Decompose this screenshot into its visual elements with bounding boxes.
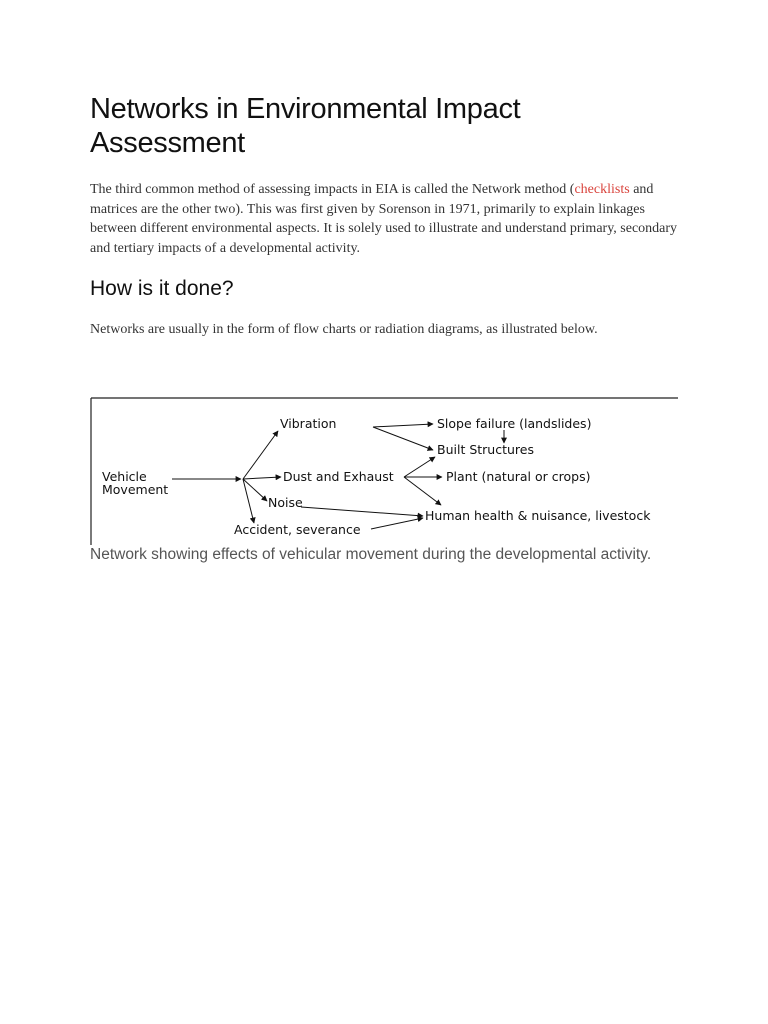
node-built-structures: Built Structures (437, 442, 534, 457)
section-paragraph: Networks are usually in the form of flow charts or radiation diagrams, as illustrated below. (90, 322, 598, 337)
node-dust-exhaust: Dust and Exhaust (283, 469, 394, 484)
checklists-link[interactable]: checklists (574, 182, 630, 197)
arrow-dust-to-human (404, 477, 441, 505)
node-vehicle-line-2: Movement (102, 482, 169, 497)
node-noise: Noise (268, 495, 303, 510)
section-heading: How is it done? (90, 277, 234, 300)
intro-text-end: and matrices are the other two). This was first given by Sorenson in 1971, primarily to explain linkages between different environmental aspects. It is solely used to illustrate and understand primary, secondary and tertiary impacts of a developmental activity. (90, 182, 678, 256)
node-vibration: Vibration (280, 416, 337, 431)
arrow-to-built-structures (373, 427, 433, 450)
arrow-to-accident (243, 479, 254, 523)
node-slope-failure: Slope failure (landslides) (437, 416, 592, 431)
node-human-health: Human health & nuisance, livestock (425, 508, 651, 523)
arrow-to-noise (243, 479, 267, 501)
figure-caption: Network showing effects of vehicular movement during the developmental activity. (90, 546, 652, 563)
intro-text-start: The third common method of assessing impacts in EIA is called the Network method ( (90, 182, 575, 197)
arrow-dust-to-structures (404, 457, 435, 477)
arrow-accident-to-human (371, 518, 423, 529)
node-vehicle-line-1: Vehicle (102, 469, 147, 484)
article (90, 92, 680, 340)
arrow-to-vibration (243, 431, 278, 479)
intro-paragraph (90, 180, 680, 258)
arrow-to-dust (243, 477, 281, 479)
node-accident: Accident, severance (234, 522, 361, 537)
page-title: Networks in Environmental Impact Assessment (90, 93, 521, 159)
arrow-to-slope-failure (373, 424, 433, 427)
network-diagram (90, 397, 678, 545)
node-plant: Plant (natural or crops) (446, 469, 591, 484)
network-diagram-svg (90, 397, 678, 545)
arrow-noise-to-human (301, 507, 423, 516)
